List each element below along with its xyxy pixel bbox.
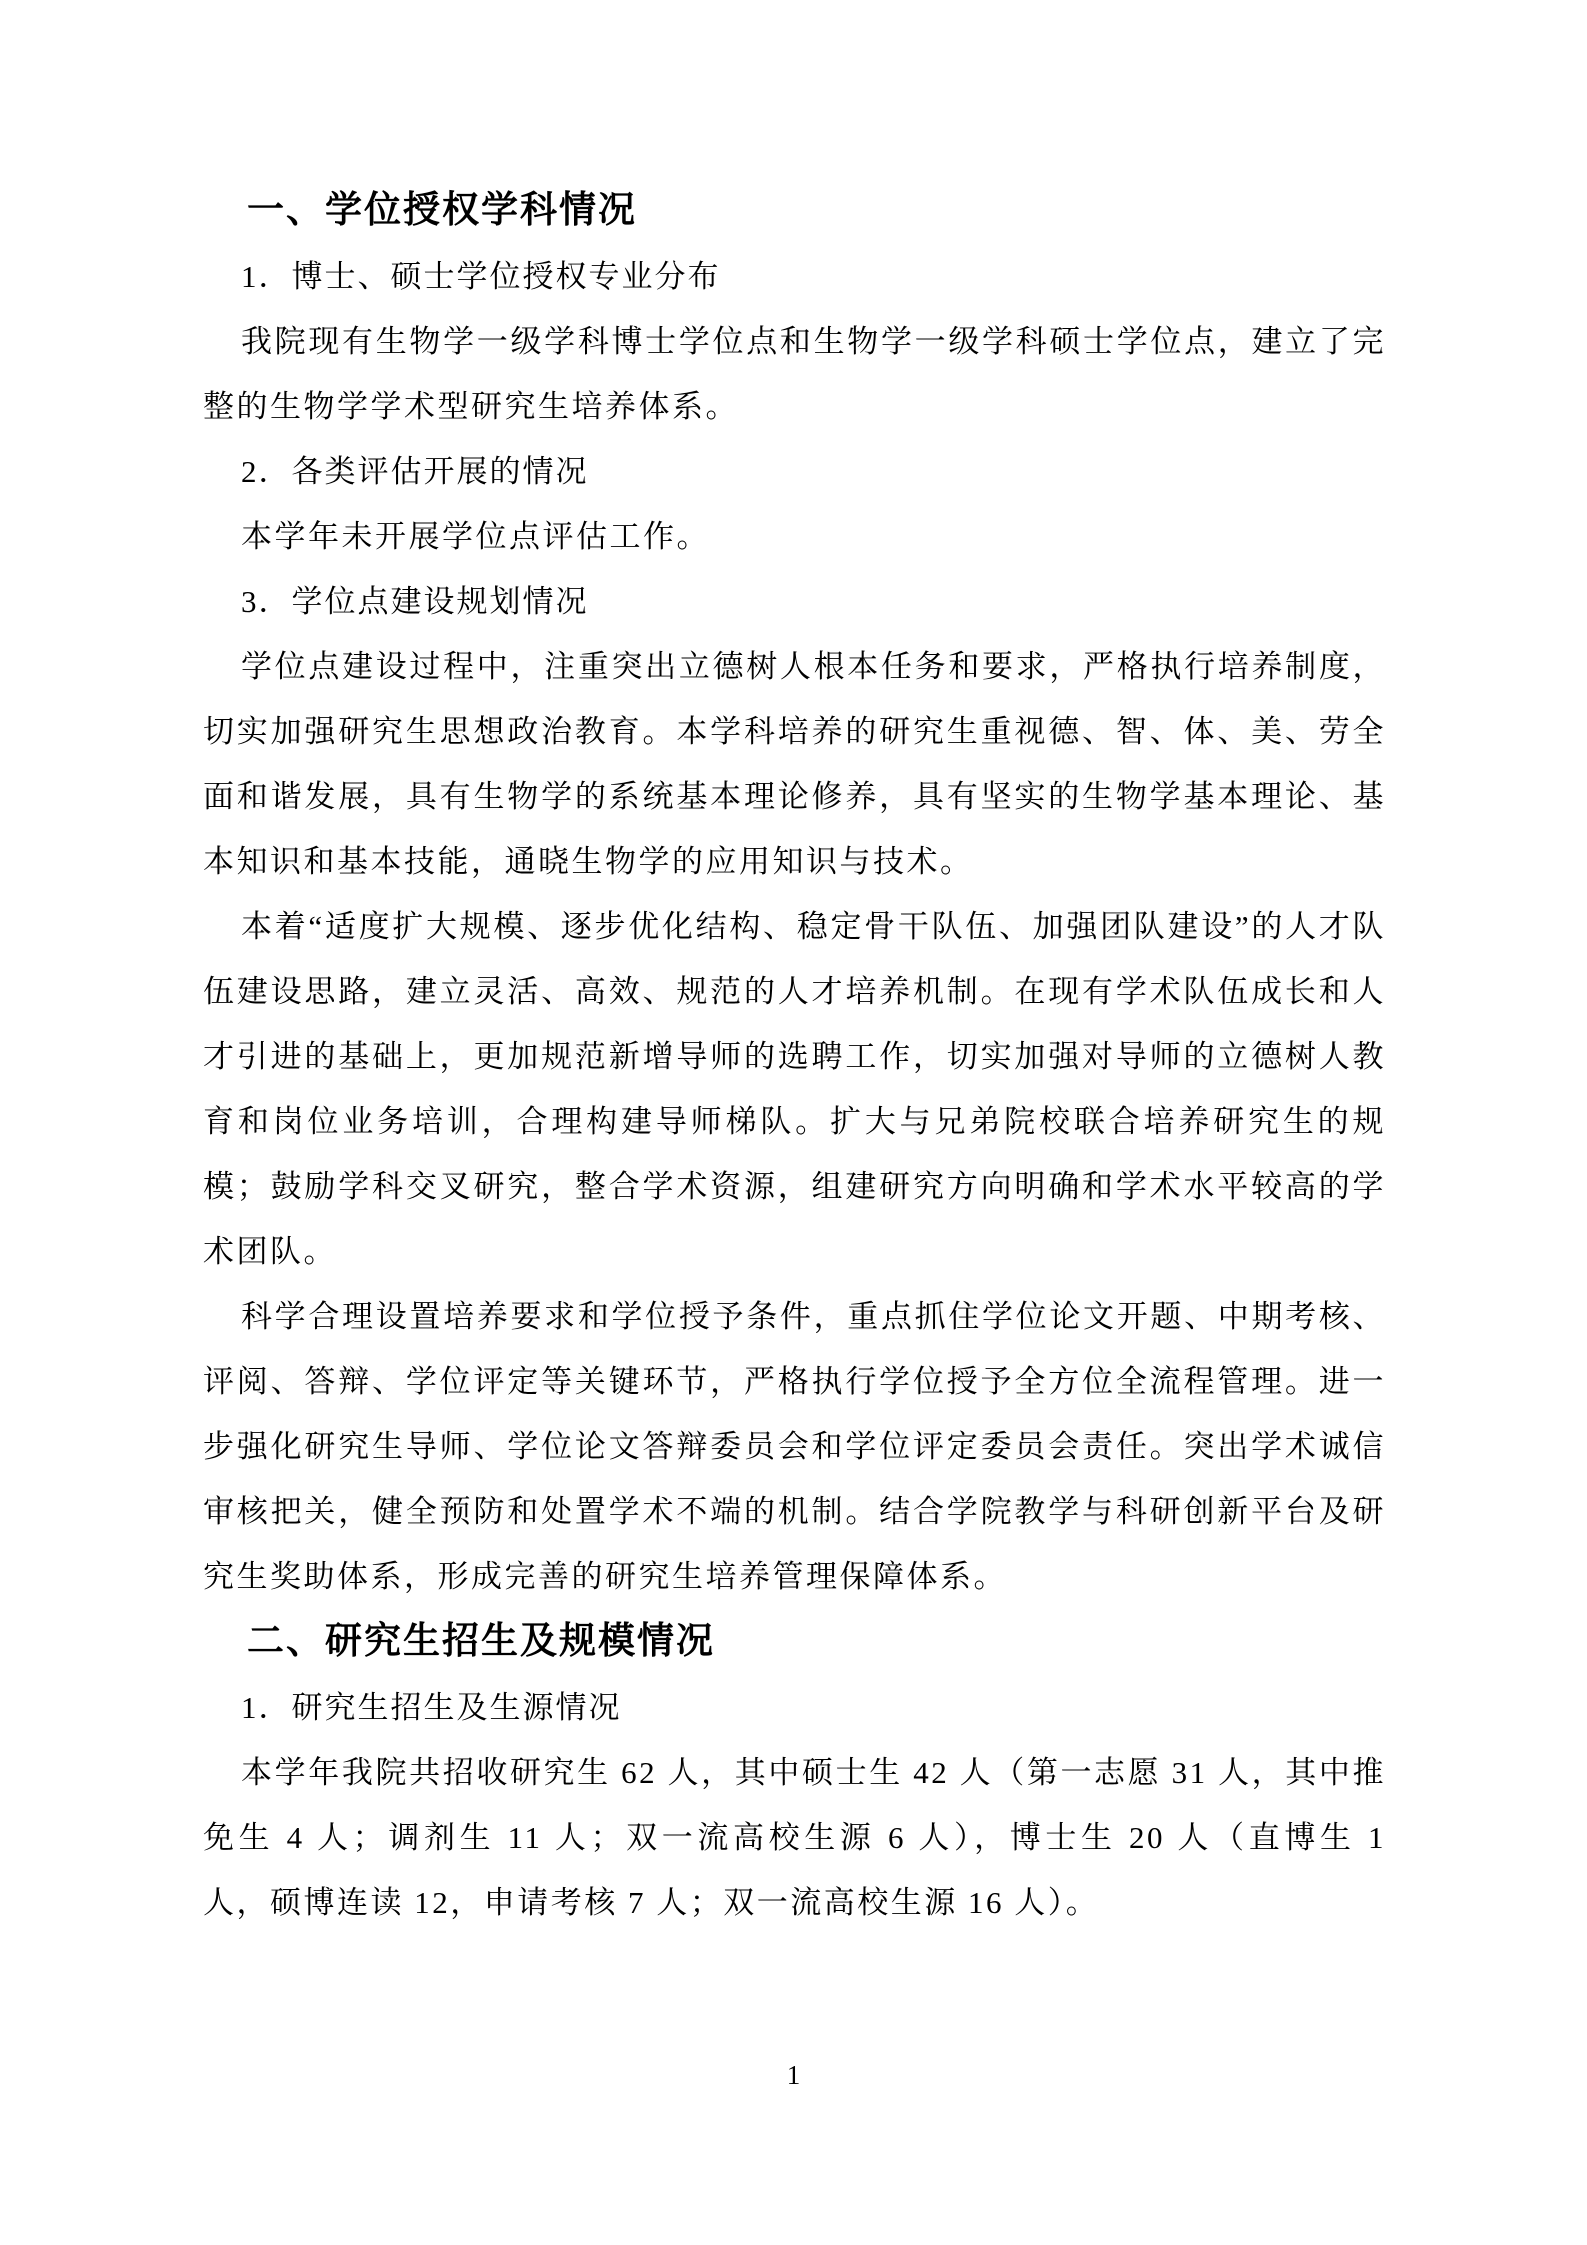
sub-heading: 1．博士、硕士学位授权专业分布 — [241, 259, 721, 294]
sub-heading: 2．各类评估开展的情况 — [241, 454, 589, 489]
paragraph: 本学年未开展学位点评估工作。 — [241, 519, 710, 554]
sub-heading: 3．学位点建设规划情况 — [241, 584, 589, 619]
section-heading: 二、研究生招生及规模情况 — [247, 1621, 715, 1662]
paragraph: 本学年我院共招收研究生 62 人，其中硕士生 42 人（第一志愿 31 人，其中推免生 4 人；调剂生 11 人；双一流高校生源 6 人），博士生 20 人（直博生 1 人，硕博连读 12，申请考核 7 人；双一流高校生源 16 人）。 — [203, 1755, 1386, 1920]
section-heading: 一、学位授权学科情况 — [247, 190, 637, 231]
paragraph: 本着“适度扩大规模、逐步优化结构、稳定骨干队伍、加强团队建设”的人才队伍建设思路，建立灵活、高效、规范的人才培养机制。在现有学术队伍成长和人才引进的基础上，更加规范新增导师的选聘工作，切实加强对导师的立德树人教育和岗位业务培训，合理构建导师梯队。扩大与兄弟院校联合培养研究生的规模；鼓励学科交叉研究，整合学术资源，组建研究方向明确和学术水平较高的学术团队。 — [203, 909, 1386, 1269]
paragraph: 我院现有生物学一级学科博士学位点和生物学一级学科硕士学位点，建立了完整的生物学学术型研究生培养体系。 — [203, 324, 1386, 424]
sub-heading: 1．研究生招生及生源情况 — [241, 1690, 622, 1725]
page-number: 1 — [786, 2060, 801, 2090]
paragraph: 学位点建设过程中，注重突出立德树人根本任务和要求，严格执行培养制度，切实加强研究生思想政治教育。本学科培养的研究生重视德、智、体、美、劳全面和谐发展，具有生物学的系统基本理论修养，具有坚实的生物学基本理论、基本知识和基本技能，通晓生物学的应用知识与技术。 — [203, 649, 1386, 879]
paragraph: 科学合理设置培养要求和学位授予条件，重点抓住学位论文开题、中期考核、评阅、答辩、学位评定等关键环节，严格执行学位授予全方位全流程管理。进一步强化研究生导师、学位论文答辩委员会和学位评定委员会责任。突出学术诚信审核把关，健全预防和处置学术不端的机制。结合学院教学与科研创新平台及研究生奖助体系，形成完善的研究生培养管理保障体系。 — [203, 1299, 1386, 1594]
document-body — [203, 178, 1386, 1935]
